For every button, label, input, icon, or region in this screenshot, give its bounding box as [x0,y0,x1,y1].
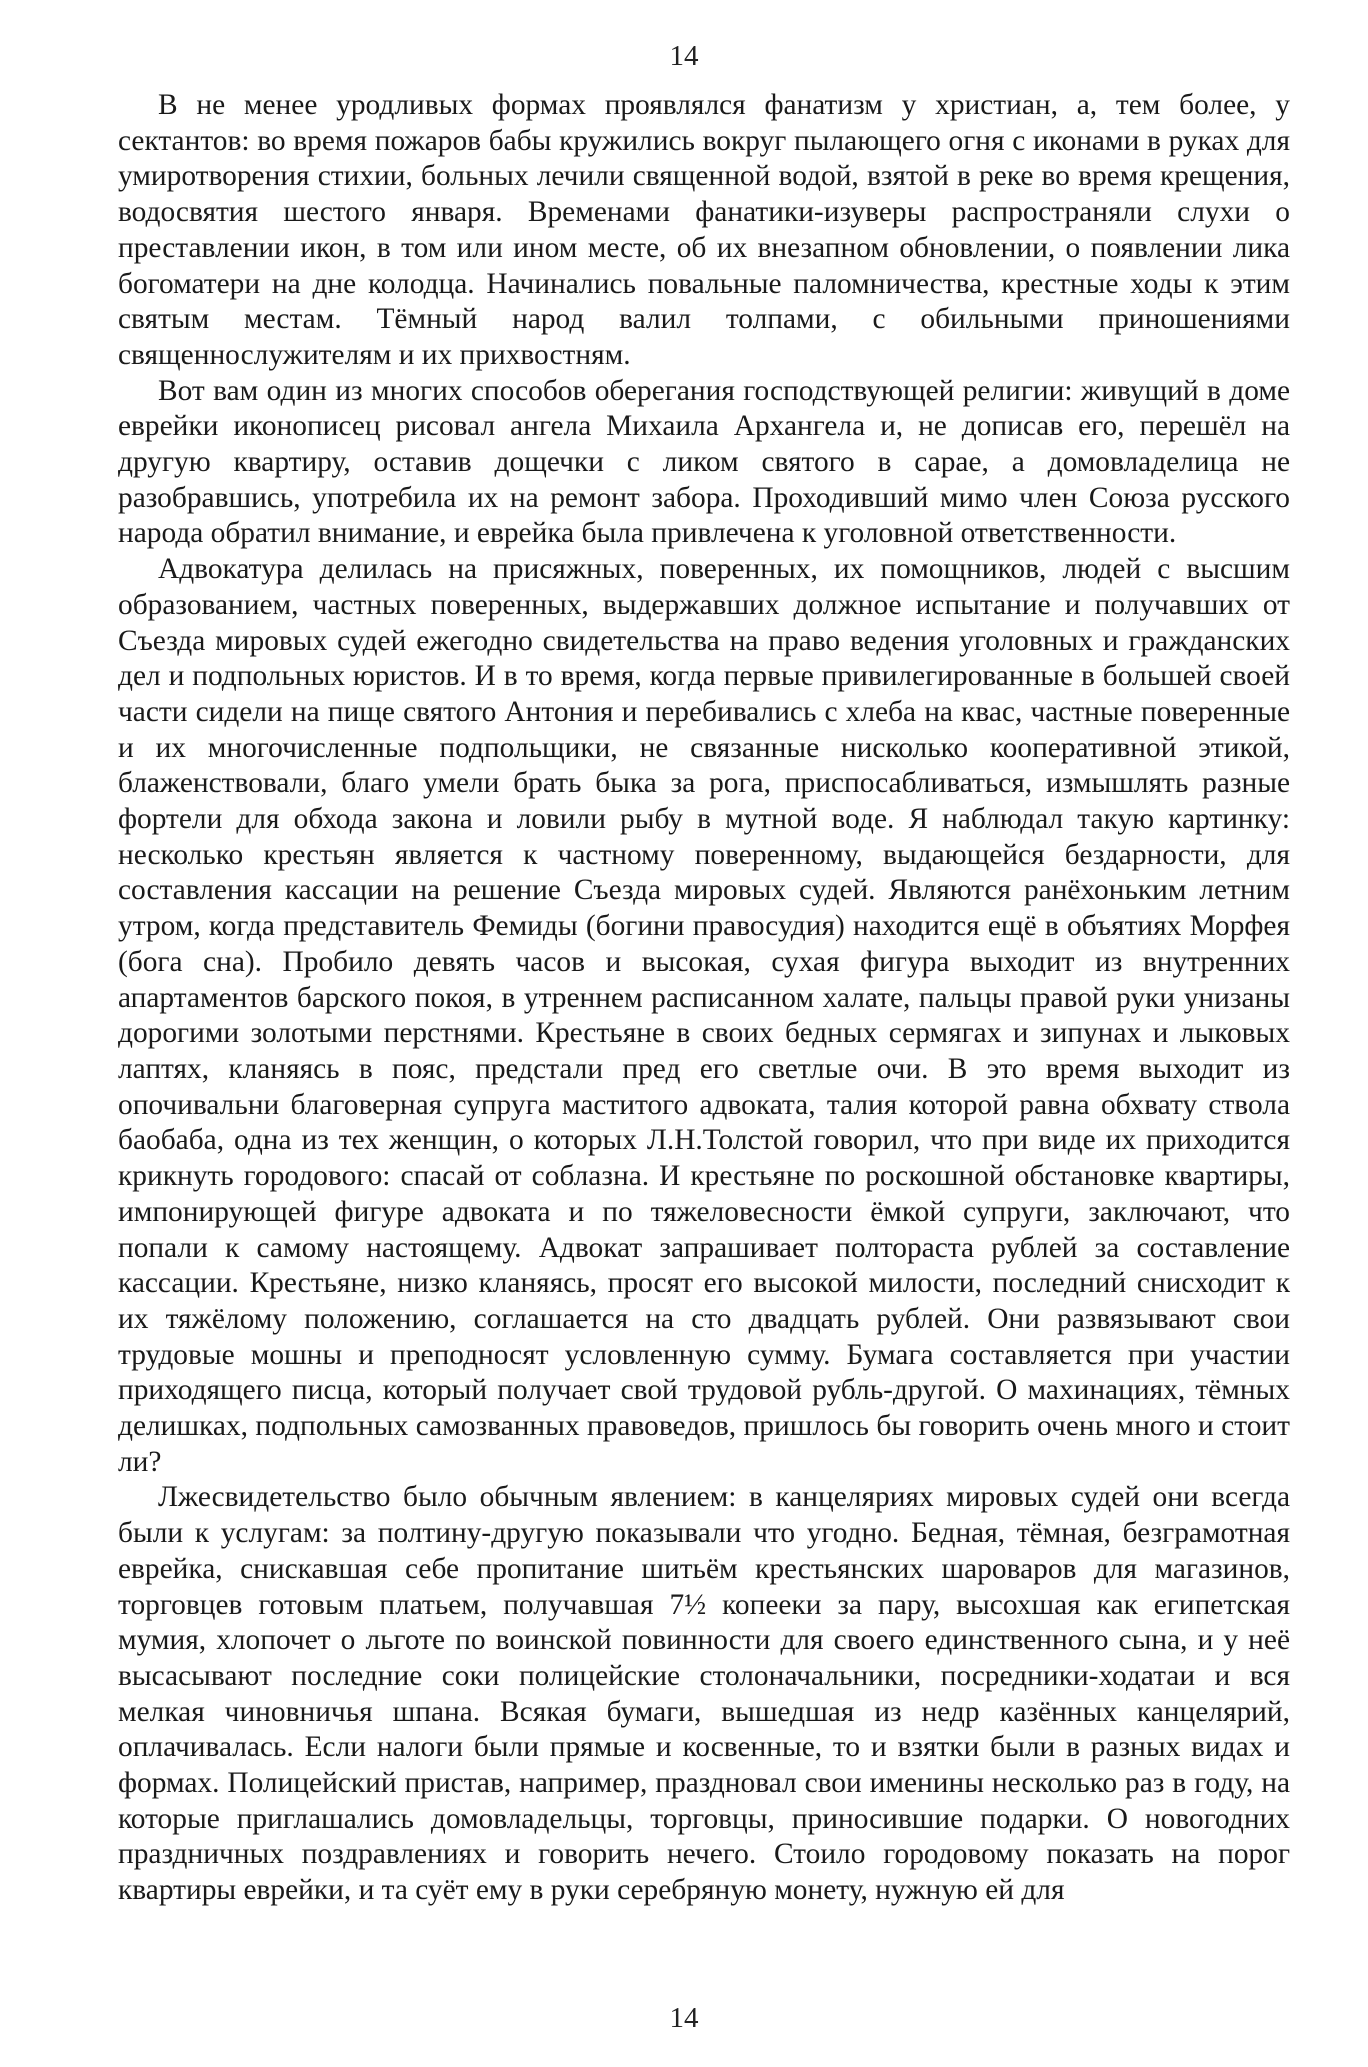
paragraph-2: Вот вам один из многих способов оберегания господствующей религии: живущий в доме еврейки иконописец рисовал ангела Михаила Архангела и, не дописав его, перешёл на другую квартиру, оставив дощечки с ликом святого в сарае, а домовладелица не разобравшись, употребила их на ремонт забора. Проходивший мимо член Союза русского народа обратил внимание, и еврейка была привлечена к уголовной ответственности. [118,374,1290,550]
paragraph-1: В не менее уродливых формах проявлялся фанатизм у христиан, а, тем более, у сектантов: во время пожаров бабы кружились вокруг пылающего огня с иконами в руках для умиротворения стихии, больных лечили священной водой, взятой в реке во время крещения, водосвятия шестого января. Временами фанатики-изуверы распространяли слухи о преставлении икон, в том или ином месте, об их внезапном обновлении, о появлении лика богоматери на дне колодца. Начинались повальные паломничества, крестные ходы к этим святым местам. Тёмный народ валил толпами, с обильными приношениями священнослужителям и их прихвостням. [118,89,1290,371]
page-number-bottom: 14 [669,2002,699,2034]
page-number-top: 14 [669,40,699,72]
paragraph-4: Лжесвидетельство было обычным явлением: в канцеляриях мировых судей они всегда были к услугам: за полтину-другую показывали что угодно. Бедная, тёмная, безграмотная еврейка, снискавшая себе пропитание шитьём крестьянских шароваров для магазинов, торговцев готовым платьем, получавшая 7½ копееки за пару, высохшая как египетская мумия, хлопочет о льготе по воинской повинности для своего единственного сына, и у неё высасывают последние соки полицейские столоначальники, посредники-ходатаи и вся мелкая чиновничья шпана. Всякая бумаги, вышедшая из недр казённых канцелярий, оплачивалась. Если налоги были прямые и косвенные, то и взятки были в разных видах и формах. Полицейский пристав, например, праздновал свои именины несколько раз в году, на которые приглашались домовладельцы, торговцы, приносившие подарки. О новогодних праздничных поздравлениях и говорить нечего. Стоило городовому показать на порог квартиры еврейки, и та суёт ему в руки серебряную монету, нужную ей для [118,1481,1290,1907]
body-text [118,88,1290,1909]
paragraph-3: Адвокатура делилась на присяжных, поверенных, их помощников, людей с высшим образованием, частных поверенных, выдержавших должное испытание и получавших от Съезда мировых судей ежегодно свидетельства на право ведения уголовных и гражданских дел и подпольных юристов. И в то время, когда первые привилегированные в большей своей части сидели на пище святого Антония и перебивались с хлеба на квас, частные поверенные и их многочисленные подпольщики, не связанные нисколько кооперативной этикой, блаженствовали, благо умели брать быка за рога, приспосабливаться, измышлять разные фортели для обхода закона и ловили рыбу в мутной воде. Я наблюдал такую картинку: несколько крестьян является к частному поверенному, выдающейся бездарности, для составления кассации на решение Съезда мировых судей. Являются ранёхоньким летним утром, когда представитель Фемиды (богини правосудия) находится ещё в объятиях Морфея (бога сна). Пробило девять часов и высокая, сухая фигура выходит из внутренних апартаментов барского покоя, в утреннем расписанном халате, пальцы правой руки унизаны дорогими золотыми перстнями. Крестьяне в своих бедных сермягах и зипунах и лыковых лаптях, кланяясь в пояс, предстали пред его светлые очи. В это время выходит из опочивальни благоверная супруга маститого адвоката, талия которой равна обхвату ствола баобаба, одна из тех женщин, о которых Л.Н.Толстой говорил, что при виде их приходится крикнуть городового: спасай от соблазна. И крестьяне по роскошной обстановке квартиры, импонирующей фигуре адвоката и по тяжеловесности ёмкой супруги, заключают, что попали к самому настоящему. Адвокат запрашивает полтораста рублей за составление кассации. Крестьяне, низко кланяясь, просят его высокой милости, последний снисходит к их тяжёлому положению, соглашается на сто двадцать рублей. Они развязывают свои трудовые мошны и преподносят условленную сумму. Бумага составляется при участии приходящего писца, который получает свой трудовой рубль-другой. О махинациях, тёмных делишках, подпольных самозванных правоведов, пришлось бы говорить очень много и стоит ли? [118,553,1290,1478]
